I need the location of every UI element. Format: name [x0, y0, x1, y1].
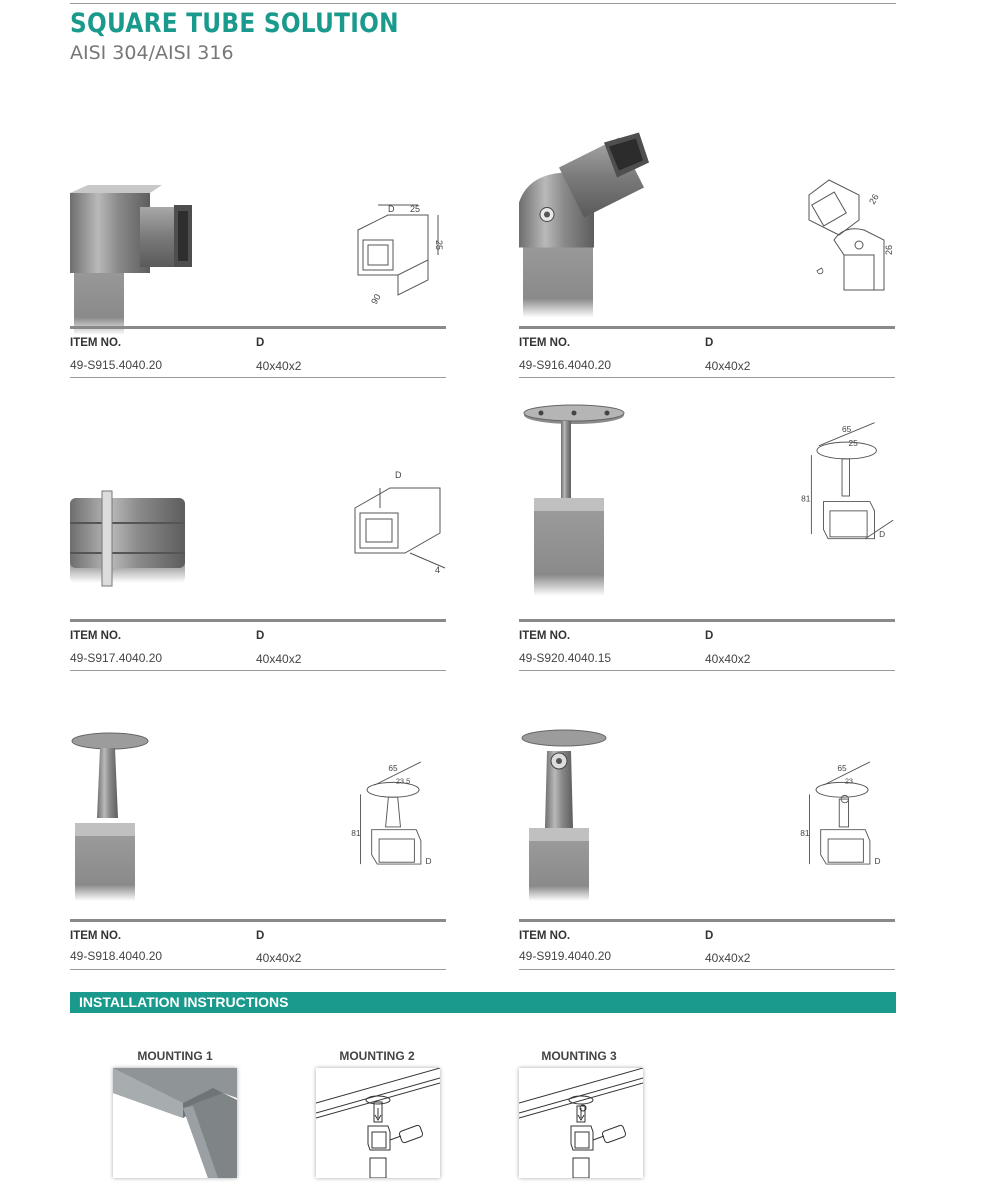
page-title: SQUARE TUBE SOLUTION: [70, 8, 399, 39]
table-rule-top: [519, 326, 895, 329]
technical-drawing-adjustable-support: [799, 748, 899, 878]
d-value: 40x40x2: [705, 652, 751, 666]
product-card-s919: [519, 713, 895, 973]
mounting-2-label: MOUNTING 2: [339, 1049, 415, 1063]
item-no-header: ITEM NO.: [519, 630, 571, 642]
d-header: D: [705, 630, 714, 642]
installation-instructions-title: INSTALLATION INSTRUCTIONS: [79, 994, 289, 1010]
item-no-header: ITEM NO.: [70, 930, 122, 942]
item-no-value: 49-S915.4040.20: [70, 358, 163, 372]
technical-drawing-handrail-support: [799, 418, 899, 548]
d-header: D: [256, 630, 265, 642]
dim-label: 25: [410, 204, 421, 214]
dim-label: 65: [388, 763, 398, 774]
d-header: D: [705, 337, 714, 349]
product-photo-handrail-support: [519, 403, 699, 603]
table-rule-top: [519, 619, 895, 622]
d-value: 40x40x2: [256, 359, 302, 373]
product-card-s916: [519, 120, 895, 380]
product-card-s917: [70, 413, 446, 673]
table-rule-bottom: [519, 969, 895, 970]
item-no-header: ITEM NO.: [70, 630, 122, 642]
table-rule-bottom: [70, 969, 446, 970]
dim-label: 65: [837, 763, 847, 774]
item-no-value: 49-S919.4040.20: [519, 949, 612, 963]
product-photo-connector: [70, 458, 250, 658]
dim-label: 65: [842, 423, 852, 434]
installation-instructions-banner: [70, 992, 896, 1013]
item-no-value: 49-S917.4040.20: [70, 651, 163, 665]
d-header: D: [256, 337, 265, 349]
dim-label: D: [814, 266, 827, 277]
item-no-value: 49-S916.4040.20: [519, 358, 612, 372]
dim-label: 25: [848, 437, 858, 448]
table-rule-bottom: [70, 377, 446, 378]
d-value: 40x40x2: [256, 652, 302, 666]
technical-drawing-elbow: [348, 190, 448, 320]
table-rule-top: [70, 326, 446, 329]
dim-label: D: [395, 470, 402, 480]
top-rule: [70, 3, 896, 4]
product-photo-fixed-support: [70, 713, 250, 913]
product-card-s915: [70, 120, 446, 380]
d-header: D: [256, 930, 265, 942]
dim-label: 81: [800, 828, 810, 839]
table-rule-bottom: [519, 670, 895, 671]
dim-label: 90: [369, 292, 383, 306]
d-value: 40x40x2: [705, 359, 751, 373]
dim-label: D: [874, 856, 881, 867]
table-rule-top: [70, 619, 446, 622]
table-rule-top: [70, 919, 446, 922]
dim-label: 81: [801, 493, 811, 504]
technical-drawing-fixed-support: [350, 748, 450, 878]
dim-label: D: [425, 856, 432, 867]
product-photo-adjustable-elbow: [519, 125, 699, 325]
dim-label: 4: [435, 565, 441, 575]
item-no-value: 49-S920.4040.15: [519, 651, 612, 665]
dim-label: 81: [351, 828, 361, 839]
dim-label: 23.5: [395, 776, 411, 786]
dim-label: 23: [844, 776, 854, 786]
mounting-3-label: MOUNTING 3: [541, 1049, 617, 1063]
product-card-s918: [70, 713, 446, 973]
item-no-header: ITEM NO.: [70, 337, 122, 349]
table-rule-bottom: [70, 670, 446, 671]
item-no-value: 49-S918.4040.20: [70, 949, 163, 963]
dim-label: 25: [434, 240, 444, 251]
technical-drawing-adjustable-elbow: [804, 175, 904, 305]
dim-label: 26: [884, 244, 894, 255]
d-header: D: [705, 930, 714, 942]
dim-label: 26: [867, 192, 881, 206]
mounting-1-label: MOUNTING 1: [137, 1049, 213, 1063]
item-no-header: ITEM NO.: [519, 930, 571, 942]
product-photo-elbow: [70, 160, 250, 360]
table-rule-bottom: [519, 377, 895, 378]
page-subtitle: AISI 304/AISI 316: [70, 42, 234, 64]
dim-label: D: [388, 204, 395, 214]
item-no-header: ITEM NO.: [519, 337, 571, 349]
product-card-s920: [519, 413, 895, 673]
mounting-1-illustration: [113, 1068, 237, 1178]
d-value: 40x40x2: [256, 951, 302, 965]
technical-drawing-connector: [350, 453, 450, 583]
product-photo-adjustable-support: [519, 713, 699, 913]
table-rule-top: [519, 919, 895, 922]
dim-label: D: [879, 528, 886, 539]
mounting-3-illustration: [519, 1068, 643, 1178]
mounting-2-illustration: [316, 1068, 440, 1178]
d-value: 40x40x2: [705, 951, 751, 965]
